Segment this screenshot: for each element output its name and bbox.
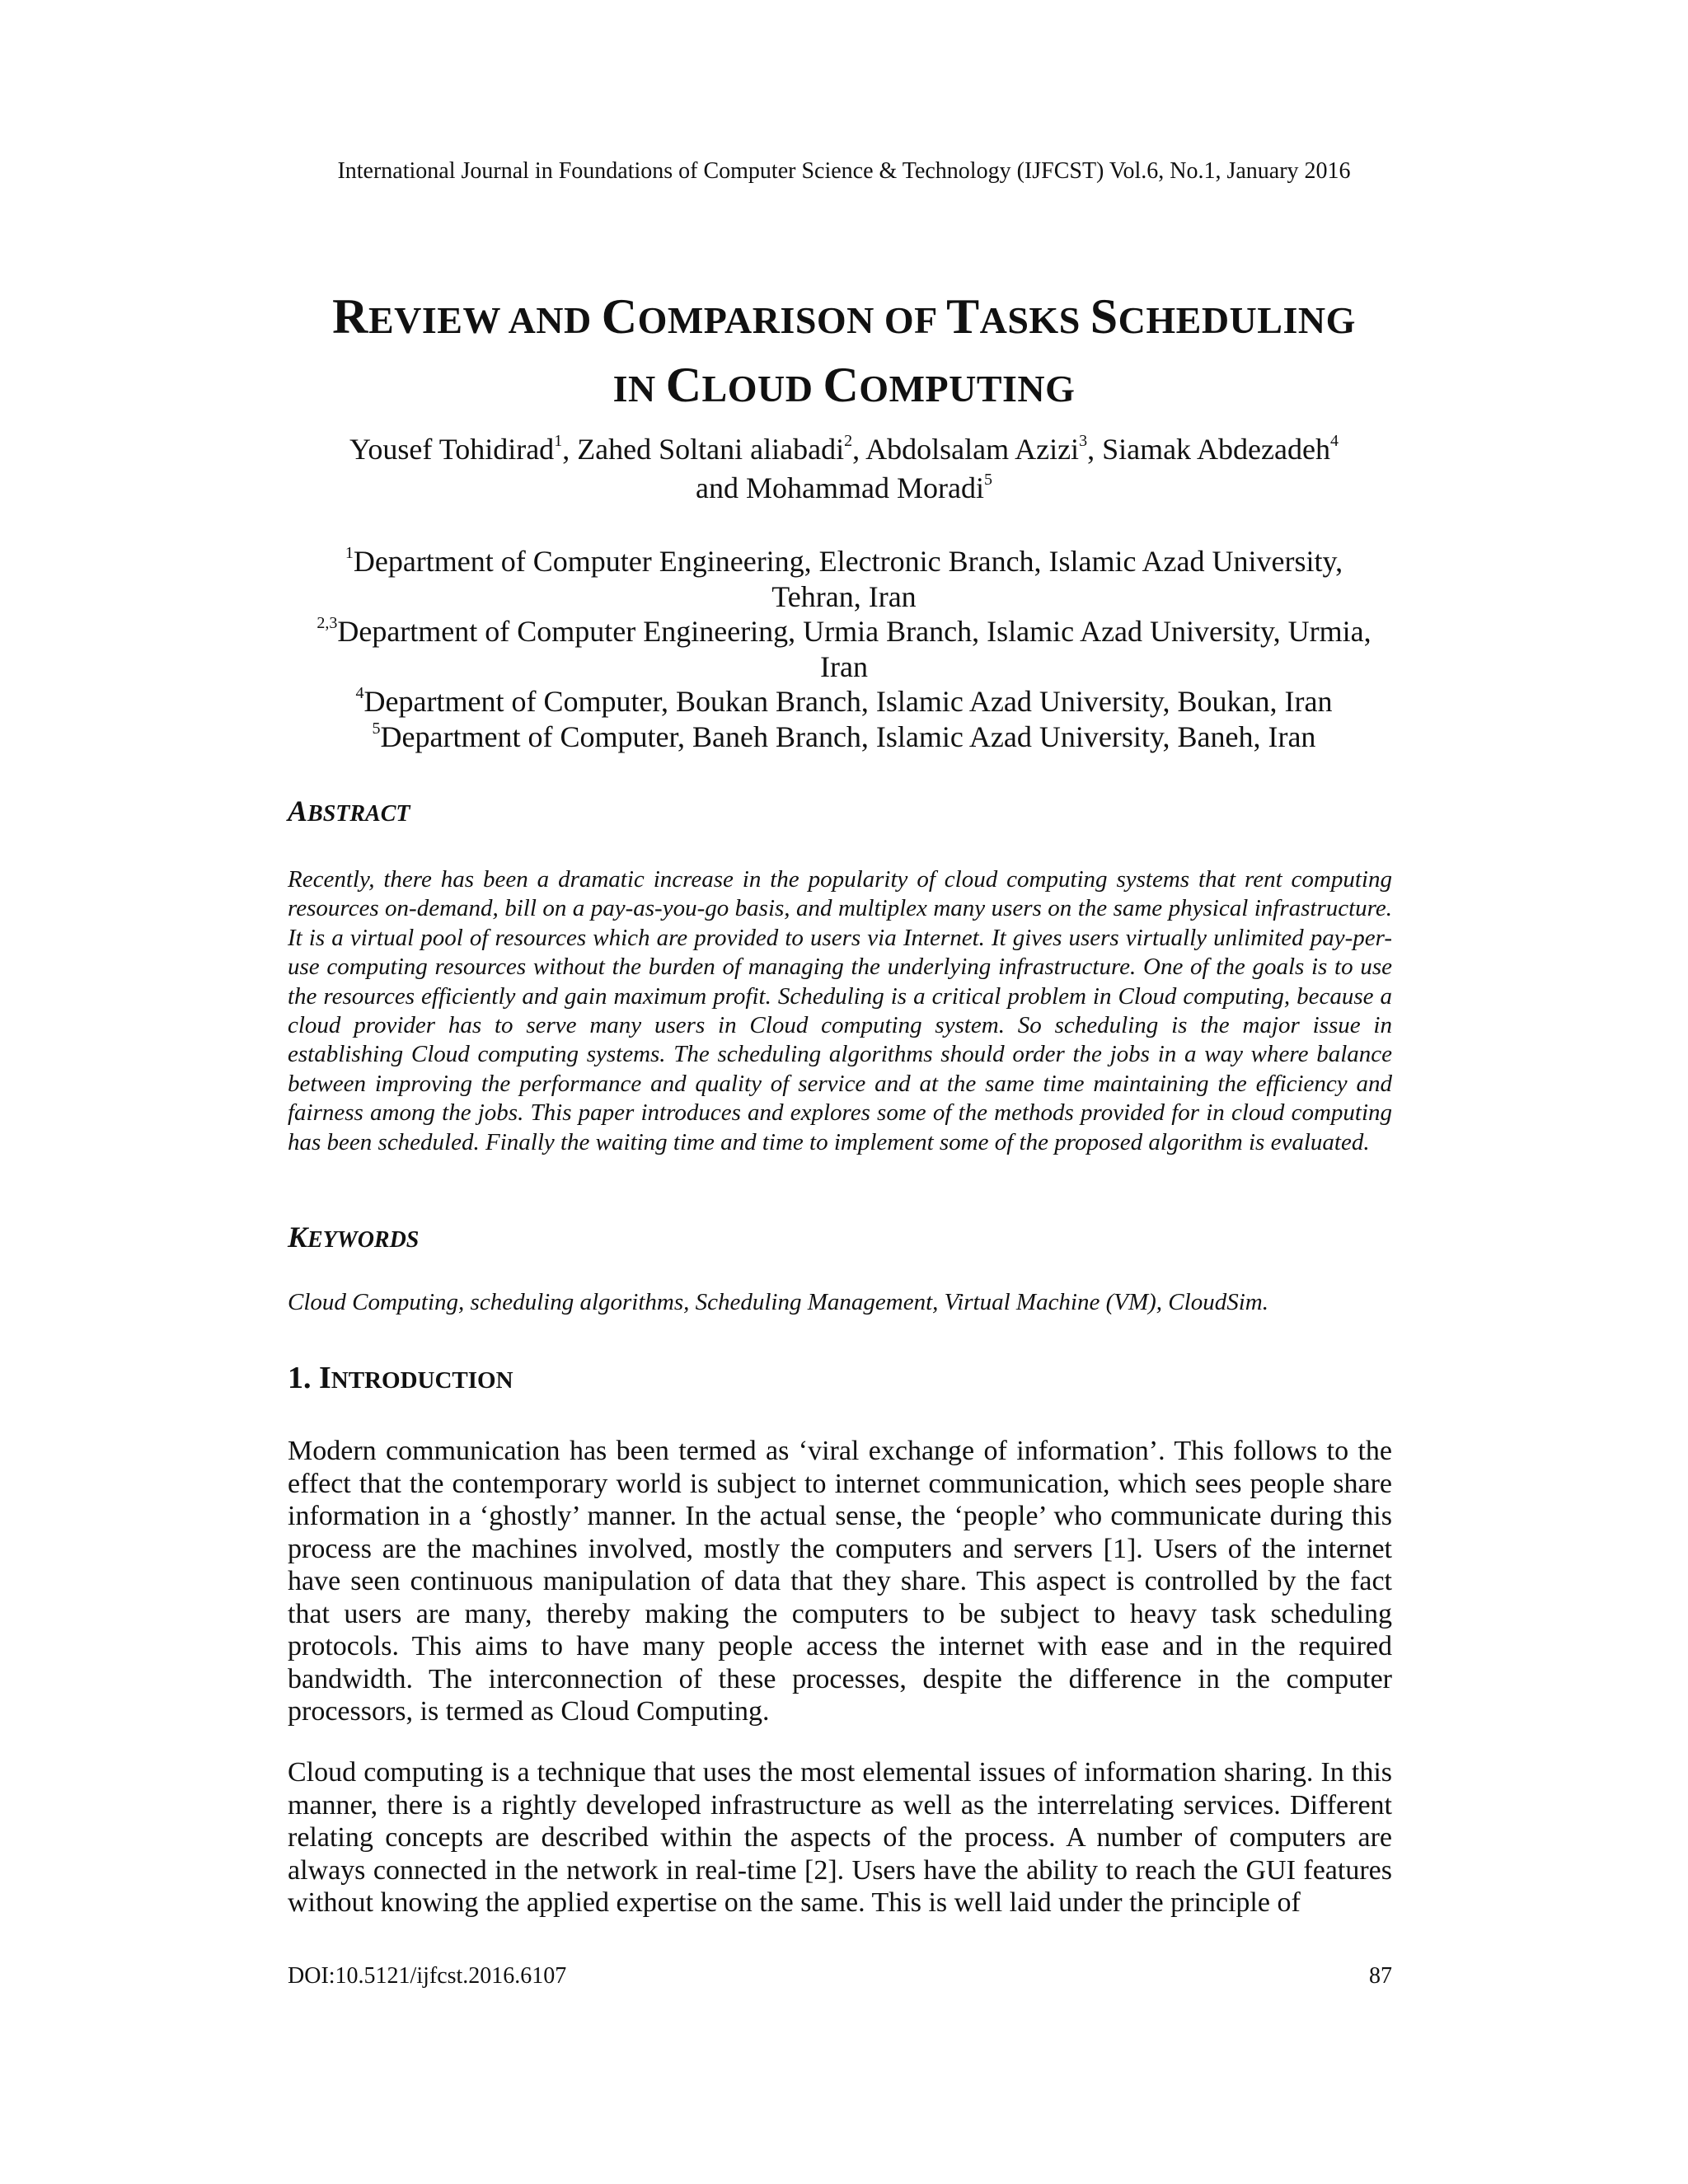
author-affiliation-mark: 3: [1079, 432, 1088, 450]
author-affiliation-mark: 2: [844, 432, 853, 450]
keywords-text: Cloud Computing, scheduling algorithms, Scheduling Management, Virtual Machine (VM), CloudSim.: [288, 1289, 1268, 1315]
abstract-heading: ABSTRACT: [288, 794, 410, 827]
author-affiliation-mark: 4: [1329, 432, 1339, 450]
title-line-2: IN CLOUD COMPUTING: [612, 358, 1076, 412]
affiliation: $^5$Department of Computer, Baneh Branch, Islamic Azad University, Baneh, Iran: [372, 719, 1316, 753]
page-number: 87: [1369, 1963, 1392, 1989]
authors-line-1: Yousef Tohidirad$^1$, Zahed Soltani aliabadi$^2$, Abdolsalam Azizi$^3$, Siamak Abdezadeh$^4$: [349, 432, 1339, 466]
introduction-paragraph: Modern communication has been termed as ‘viral exchange of information’. This follows to the effect that the contemporary world is subject to internet communication, which sees people share information in a ‘ghostly’ manner. In the actual sense, the ‘people’ who communicate during this process are the machines involved, mostly the computers and servers [1]. Users of the internet have seen continuous manipulation of data that they share. This aspect is controlled by the fact that users are many, thereby making the computers to be subject to heavy task scheduling protocols. This aims to have many people access the internet with ease and in the required bandwidth. The interconnection of these processes, despite the difference in the computer processors, is termed as Cloud Computing.: [288, 1436, 1392, 1727]
introduction-heading: 1. INTRODUCTION: [288, 1361, 513, 1395]
keywords-heading: KEYWORDS: [288, 1221, 420, 1254]
paper-title: [247, 284, 1441, 421]
author-name: Siamak Abdezadeh: [1102, 433, 1330, 466]
author-affiliation-mark: 5: [983, 471, 992, 489]
affiliation: $^{2,3}$Department of Computer Engineering, Urmia Branch, Islamic Azad University, Urmia,: [316, 614, 1372, 648]
author-list: [247, 430, 1441, 508]
author-affiliation-mark: 1: [554, 432, 563, 450]
authors-line-2: [247, 469, 1441, 508]
author-name: Abdolsalam Azizi: [865, 433, 1080, 466]
doi-footer: DOI:10.5121/ijfcst.2016.6107: [288, 1963, 567, 1989]
title-line-1: REVIEW AND COMPARISON OF TASKS SCHEDULING: [332, 289, 1356, 344]
running-header: International Journal in Foundations of Computer Science & Technology (IJFCST) Vol.6, No.1, January 2016: [337, 158, 1351, 184]
author-name: Zahed Soltani aliabadi: [577, 433, 845, 466]
abstract-text: Recently, there has been a dramatic increase in the popularity of cloud computing systems that rent computing resources on-demand, bill on a pay-as-you-go basis, and multiplex many users on the same physical infrastructure. It is a virtual pool of resources which are provided to users via Internet. It gives users virtually unlimited pay-per-use computing resources without the burden of managing the underlying infrastructure. One of the goals is to use the resources efficiently and gain maximum profit. Scheduling is a critical problem in Cloud computing, because a cloud provider has to serve many users in Cloud computing system. So scheduling is the major issue in establishing Cloud computing systems. The scheduling algorithms should order the jobs in a way where balance between improving the performance and quality of service and at the same time maintaining the efficiency and fairness among the jobs. This paper introduces and explores some of the methods provided for in cloud computing has been scheduled. Finally the waiting time and time to implement some of the proposed algorithm is evaluated.: [288, 866, 1392, 1155]
affiliation-continued: Tehran, Iran: [771, 579, 917, 613]
introduction-paragraph: Cloud computing is a technique that uses the most elemental issues of information sharing. In this manner, there is a rightly developed infrastructure as well as the interrelating services. Different relating concepts are described within the aspects of the process. A number of computers are always connected in the network in real-time [2]. Users have the ability to reach the GUI features without knowing the applied expertise on the same. This is well laid under the principle of: [288, 1757, 1392, 1918]
affiliation: $^1$Department of Computer Engineering, Electronic Branch, Islamic Azad University,: [345, 544, 1343, 578]
affiliation-list: [247, 544, 1441, 754]
affiliation: $^4$Department of Computer, Boukan Branch, Islamic Azad University, Boukan, Iran: [355, 684, 1333, 718]
author-name: and Mohammad Moradi: [696, 471, 984, 504]
author-name: Yousef Tohidirad: [349, 433, 555, 466]
affiliation-continued: Iran: [820, 649, 868, 683]
